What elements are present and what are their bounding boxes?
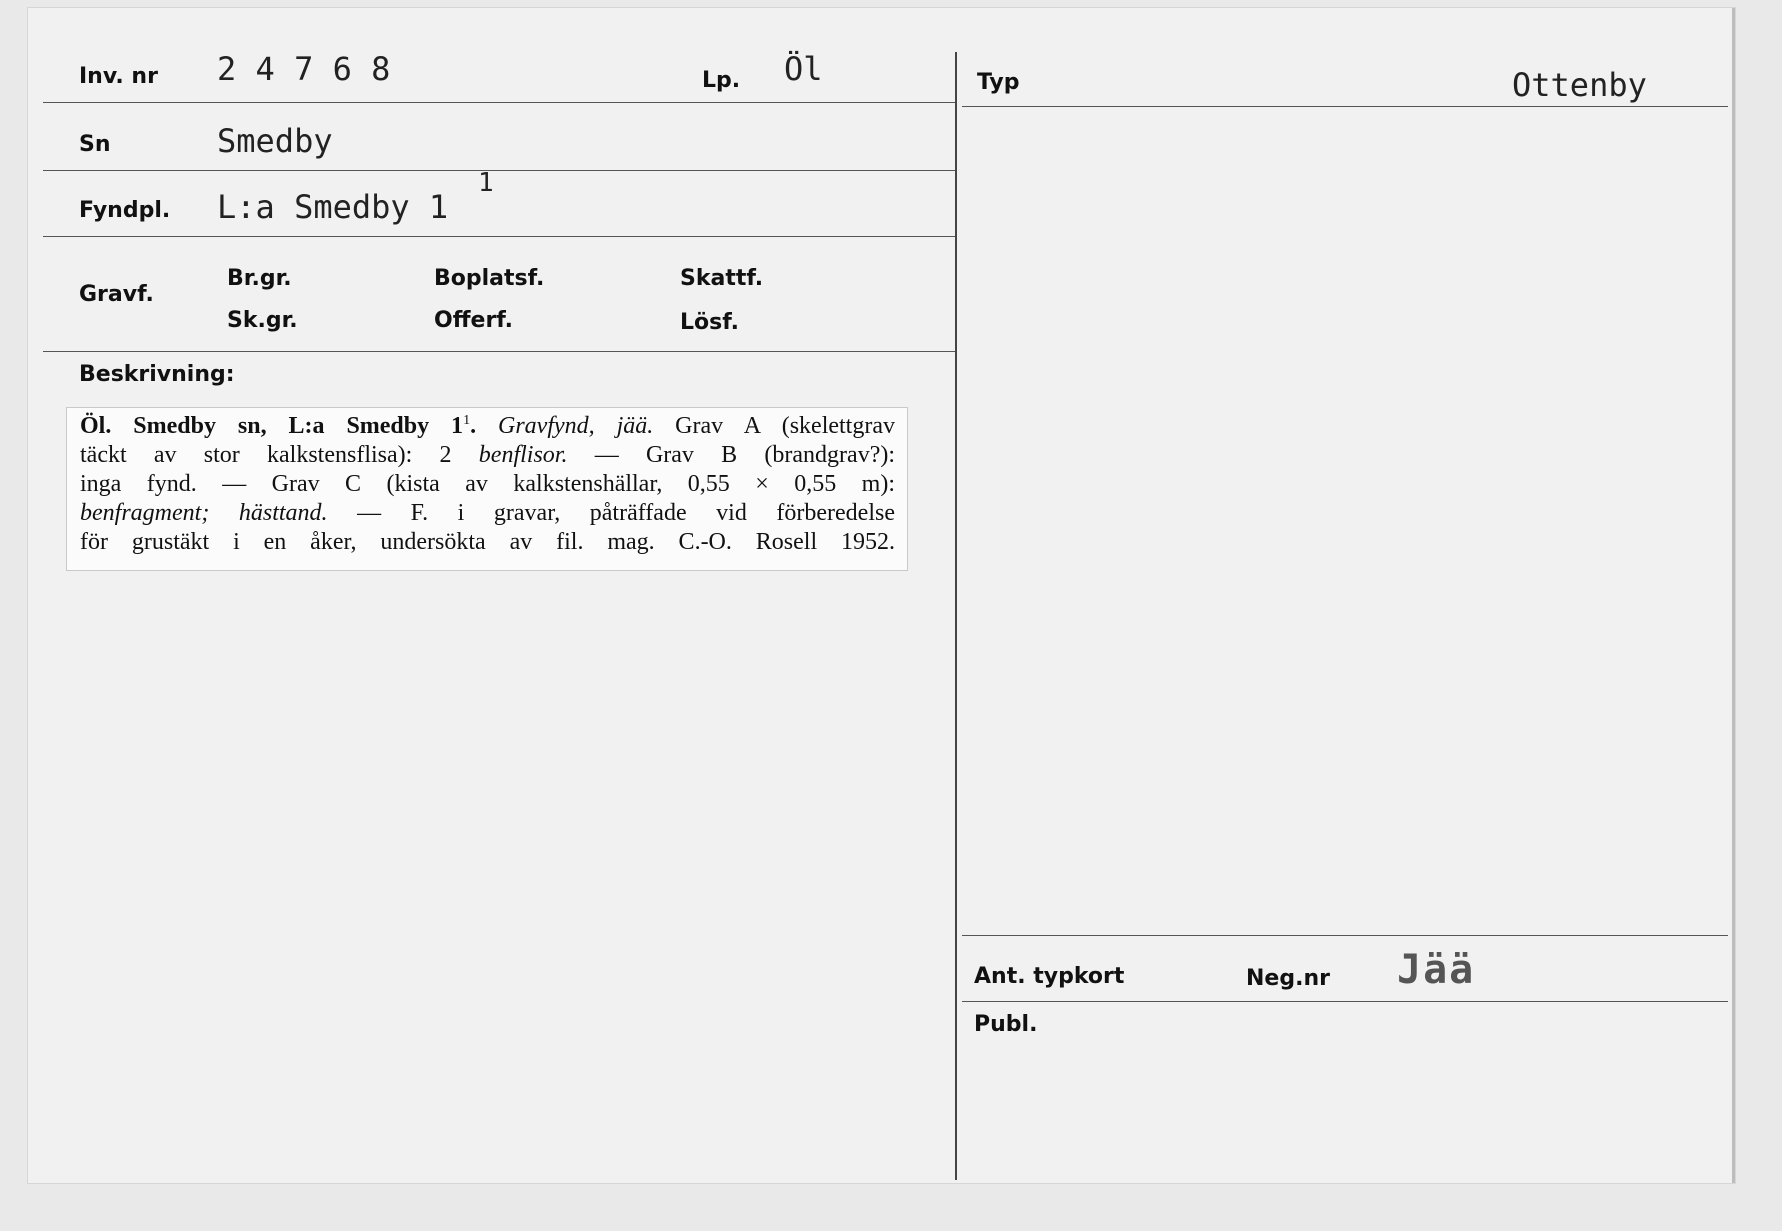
gravf-option-losf: Lösf.	[680, 310, 739, 335]
fyndpl-value: L:a Smedby 1	[217, 188, 449, 226]
divider-fyndpl	[43, 236, 956, 237]
publ-label: Publ.	[974, 1012, 1038, 1037]
description-line-1: Öl. Smedby sn, L:a Smedby $1^1$. Gravfynd, jää. Grav A (skelettgrav	[80, 413, 895, 439]
divider-footer-mid	[962, 1001, 1728, 1002]
sn-value: Smedby	[217, 122, 333, 160]
neg-nr-label: Neg.nr	[1246, 966, 1330, 991]
description-line-3: inga fynd. — Grav C (kista av kalkstenshällar, 0,55 × 0,55 m):	[80, 471, 895, 497]
divider-inv	[43, 102, 956, 103]
gravf-option-boplatsf: Boplatsf.	[434, 266, 545, 291]
gravf-option-offerf: Offerf.	[434, 308, 514, 333]
description-line-4: benfragment; hästtand. — F. i gravar, påträffade vid förberedelse	[80, 500, 895, 526]
catalog-card	[28, 8, 1735, 1183]
inv-value: 2 4 7 6 8	[217, 50, 391, 88]
fyndpl-label: Fyndpl.	[79, 198, 171, 223]
gravf-option-skgr: Sk.gr.	[227, 308, 298, 333]
fyndpl-superscript: 1	[478, 168, 494, 198]
lp-value: Öl	[784, 50, 823, 88]
divider-footer-top	[962, 935, 1728, 936]
ant-typkort-label: Ant. typkort	[974, 964, 1125, 989]
typ-label: Typ	[977, 70, 1020, 95]
description-line-5: för grustäkt i en åker, undersökta av fil. mag. C.-O. Rosell 1952.	[80, 529, 895, 555]
lp-label: Lp.	[702, 68, 741, 93]
inv-label: Inv. nr	[79, 64, 158, 89]
description-clipping	[66, 407, 908, 571]
gravf-label: Gravf.	[79, 282, 154, 307]
beskrivning-label: Beskrivning:	[79, 362, 235, 387]
divider-gravf	[43, 351, 956, 352]
gravf-option-brgr: Br.gr.	[227, 266, 292, 291]
neg-nr-stamp: Jää	[1397, 947, 1476, 993]
sn-label: Sn	[79, 132, 111, 157]
gravf-option-skattf: Skattf.	[680, 266, 764, 291]
divider-typ	[962, 106, 1728, 107]
description-line-2: täckt av stor kalkstensflisa): 2 benflisor. — Grav B (brandgrav?):	[80, 442, 895, 468]
column-divider	[955, 52, 957, 1180]
typ-value: Ottenby	[1512, 66, 1647, 104]
divider-sn	[43, 170, 956, 171]
